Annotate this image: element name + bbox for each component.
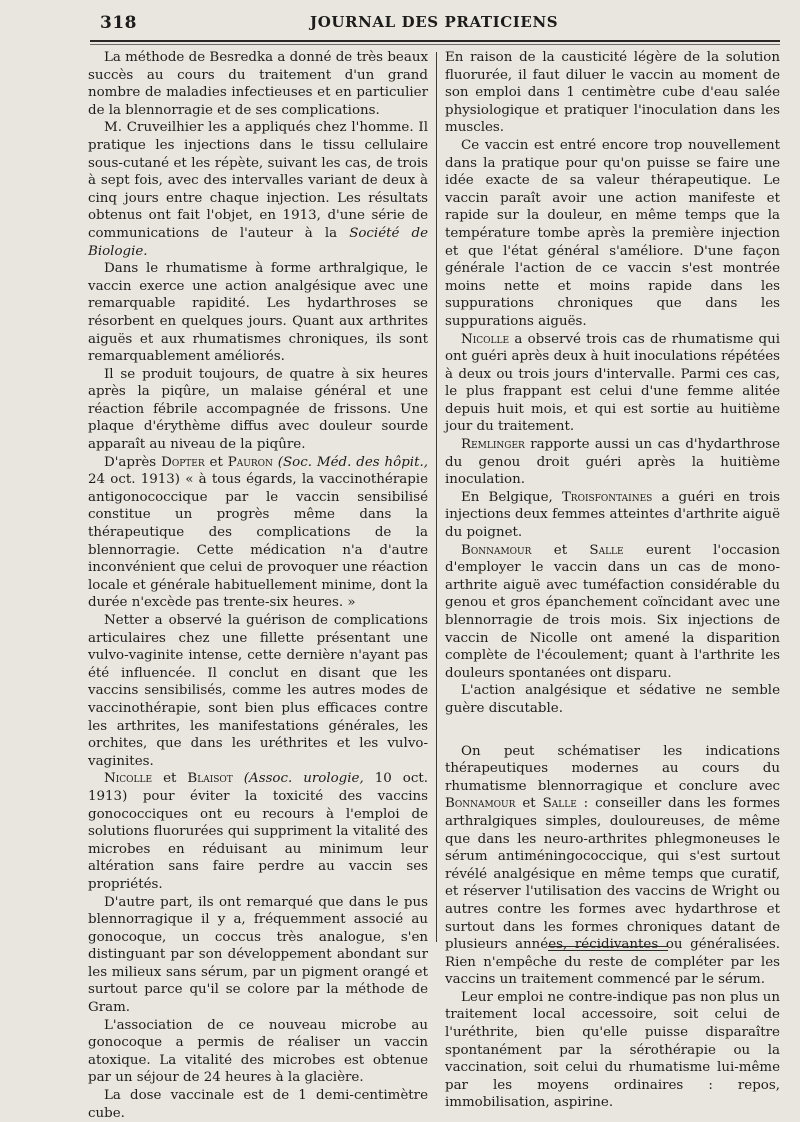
header-rule-thin — [90, 44, 780, 45]
text-run: et — [209, 454, 223, 470]
text-run: Netter a observé la guérison de complications articulaires chez une fillette présentant une vulvo-vaginite intense, cette dernière n'ayant pas été influencée. Il conclut en disant que les vaccins sensibilisés, comme les autres modes de vaccinothérapie, sont bien plus efficaces contre les arthrites, les manifestations générales, les orchites, que dans les uréthrites et les vulvo-vaginites. — [88, 613, 428, 769]
paragraph — [88, 119, 428, 260]
author-name: Salle — [542, 796, 577, 812]
author-name: Pauron — [227, 454, 273, 470]
text-run: Dans le rhumatisme à forme arthralgique, le vaccin exerce une action analgésique avec une remarquable rapidité. Les hydarthroses se résorbent en quelques jours. Quant aux arthrites aiguës et aux rhumatismes chroniques, ils sont remarquablement améliorés. — [88, 261, 428, 365]
journal-reference: Société de Biologie. — [88, 225, 428, 259]
column-divider — [436, 52, 437, 942]
text-run: L'association de ce nouveau microbe au gonocoque a permis de réaliser un vaccin atoxique. La vitalité des microbes est obtenue par un séjour de 24 heures à la glacière. — [88, 1017, 428, 1086]
text-run: et — [163, 771, 177, 787]
text-run: a guéri en trois injections deux femmes atteintes d'arthrite aiguë du poignet. — [445, 489, 781, 541]
text-run: L'action analgésique et sédative ne semble guère discutable. — [445, 683, 780, 716]
text-run: : conseiller dans les formes arthralgiques simples, douloureuses, de même que dans les neuro-arthrites phlegmoneuses le sérum antiméningococcique, qui s'est surtout révélé analgésique en même temps que curatif, et réserver l'utilisation des vaccins de Wright ou autres contre les formes avec hydarthrose et surtout dans les formes chroniques datant de plusieurs années, récidivantes ou généralisées. Rien n'empêche du reste de compléter par les vaccins un traitement commencé par le sérum. — [445, 796, 780, 988]
paragraph — [88, 770, 428, 893]
paragraph — [88, 260, 428, 366]
journal-reference: (Assoc. urologie, — [243, 771, 364, 787]
left-column — [88, 49, 428, 1122]
paragraph — [88, 1087, 428, 1122]
text-run: rapporte aussi un cas d'hydarthrose du genou droit guéri après la huitième inoculation. — [445, 437, 780, 488]
end-of-article-rule — [548, 946, 668, 951]
text-run: M. Cruveilhier les a appliqués chez l'homme. Il pratique les injections dans le tissu cellulaire sous-cutané et les répète, suivant les cas, de trois à sept fois, avec des intervalles variant de deux à cinq jours entre chaque injection. Les résultats obtenus ont fait l'objet, en 1913, d'une série de communications de l'auteur à la — [88, 120, 428, 241]
text-run: La dose vaccinale est de 1 demi-centimètre cube. — [88, 1088, 428, 1121]
paragraph — [445, 137, 780, 331]
running-title: JOURNAL DES PRATICIENS — [310, 13, 559, 31]
paragraph — [445, 743, 780, 989]
author-name: Salle — [589, 542, 624, 558]
author-name: Dopter — [161, 454, 205, 470]
author-name: Bonnamour — [461, 542, 532, 558]
text-run: et — [522, 796, 536, 812]
text-run: On peut schématiser les indications thérapeutiques modernes au cours du rhumatisme blennorragique et conclure avec — [445, 743, 780, 794]
text-run: eurent l'occasion d'employer le vaccin dans un cas de mono-arthrite aiguë avec tuméfaction considérable du genou et gros épanchement coïncidant avec une blennorragie de trois mois. Six injections de vaccin de Nicolle ont amené la disparition complète de l'écoulement; quant à l'arthrite les douleurs spontanées ont disparu. — [445, 542, 780, 681]
paragraph — [445, 489, 780, 542]
text-run: 10 oct. 1913) pour éviter la toxicité des vaccins gonococciques ont eu recours à l'emploi de solutions fluorurées qui suppriment la vitalité des microbes en réduisant au minimum leur altération sans faire perdre au vaccin ses propriétés. — [88, 771, 428, 892]
text-run: En raison de la causticité légère de la solution fluorurée, il faut diluer le vaccin au moment de son emploi dans 1 centimètre cube d'eau salée physiologique et pratiquer l'inoculation dans les muscles. — [445, 50, 780, 136]
text-run: Leur emploi ne contre-indique pas non plus un traitement local accessoire, soit celui de l'uréthrite, bien qu'elle puisse disparaître spontanément par la sérothérapie ou la vaccination, soit celui du rhumatisme lui-même par les moyens ordinaires : repos, immobilisation, aspirine. — [445, 989, 780, 1111]
page-number: 318 — [100, 13, 137, 33]
paragraph — [88, 612, 428, 770]
text-run: La méthode de Besredka a donné de très beaux succès au cours du traitement d'un grand nombre de maladies infectieuses et en particulier de la blennorragie et de ses complications. — [88, 50, 428, 118]
author-name: Bonnamour — [445, 796, 516, 812]
text-run: D'autre part, ils ont remarqué que dans le pus blennorragique il y a, fréquemment associé au gonocoque, un coccus très analogue, s'en distinguant par son développement abondant sur les milieux sans sérum, par un pigment orangé et surtout parce qu'il se colore par la méthode de Gram. — [88, 894, 428, 1016]
text-run: En Belgique, — [461, 489, 553, 505]
paragraph — [88, 49, 428, 119]
author-name: Nicolle — [461, 331, 510, 347]
paragraph — [445, 682, 780, 717]
journal-reference: (Soc. Méd. des hôpit., — [277, 454, 428, 470]
paragraph — [445, 331, 780, 437]
text-run: 24 oct. 1913) « à tous égards, la vaccinothérapie antigonococcique par le vaccin sensibilisé constitue un progrès même dans la thérapeutique des complications de la blennorragie. Cette médication n'a d'autre inconvénient que celui de provoquer une réaction locale et générale habituellement minime, dont la durée n'excède pas trente-six heures. » — [88, 472, 428, 611]
right-column — [445, 49, 780, 1112]
text-run: et — [553, 542, 568, 558]
author-name: Blaisot — [187, 771, 233, 787]
paragraph — [445, 989, 780, 1112]
text-run: a observé trois cas de rhumatisme qui ont guéri après deux à huit inoculations répétées à deux ou trois jours d'intervalle. Parmi ces cas, le plus frappant est celui d'une femme alitée depuis huit mois, et qui est sortie au huitième jour du traitement. — [445, 331, 780, 435]
paragraph — [445, 436, 780, 489]
text-run: Ce vaccin est entré encore trop nouvellement dans la pratique pour qu'on puisse se faire une idée exacte de sa valeur thérapeutique. Le vaccin paraît avoir une action manifeste et rapide sur la douleur, en même temps que la température tombe après la première injection et que l'état général s'améliore. D'une façon générale l'action de ce vaccin s'est montrée moins nette et moins rapide dans les suppurations chroniques que dans les suppurations aiguës. — [445, 137, 780, 329]
author-name: Troisfontaines — [561, 489, 653, 505]
paragraph — [88, 1017, 428, 1087]
paragraph — [445, 49, 780, 137]
page-header — [0, 0, 800, 46]
header-rule — [90, 40, 780, 42]
author-name: Remlinger — [461, 437, 525, 453]
paragraph — [88, 894, 428, 1017]
paragraph — [88, 366, 428, 454]
paragraph — [445, 542, 780, 683]
text-run: Il se produit toujours, de quatre à six heures après la piqûre, un malaise général et une réaction fébrile accompagnée de frissons. Une plaque d'érythème diffus avec douleur sourde apparaît au niveau de la piqûre. — [88, 366, 428, 453]
text-run: D'après — [104, 454, 157, 470]
author-name: Nicolle — [104, 771, 153, 787]
paragraph — [88, 454, 428, 612]
